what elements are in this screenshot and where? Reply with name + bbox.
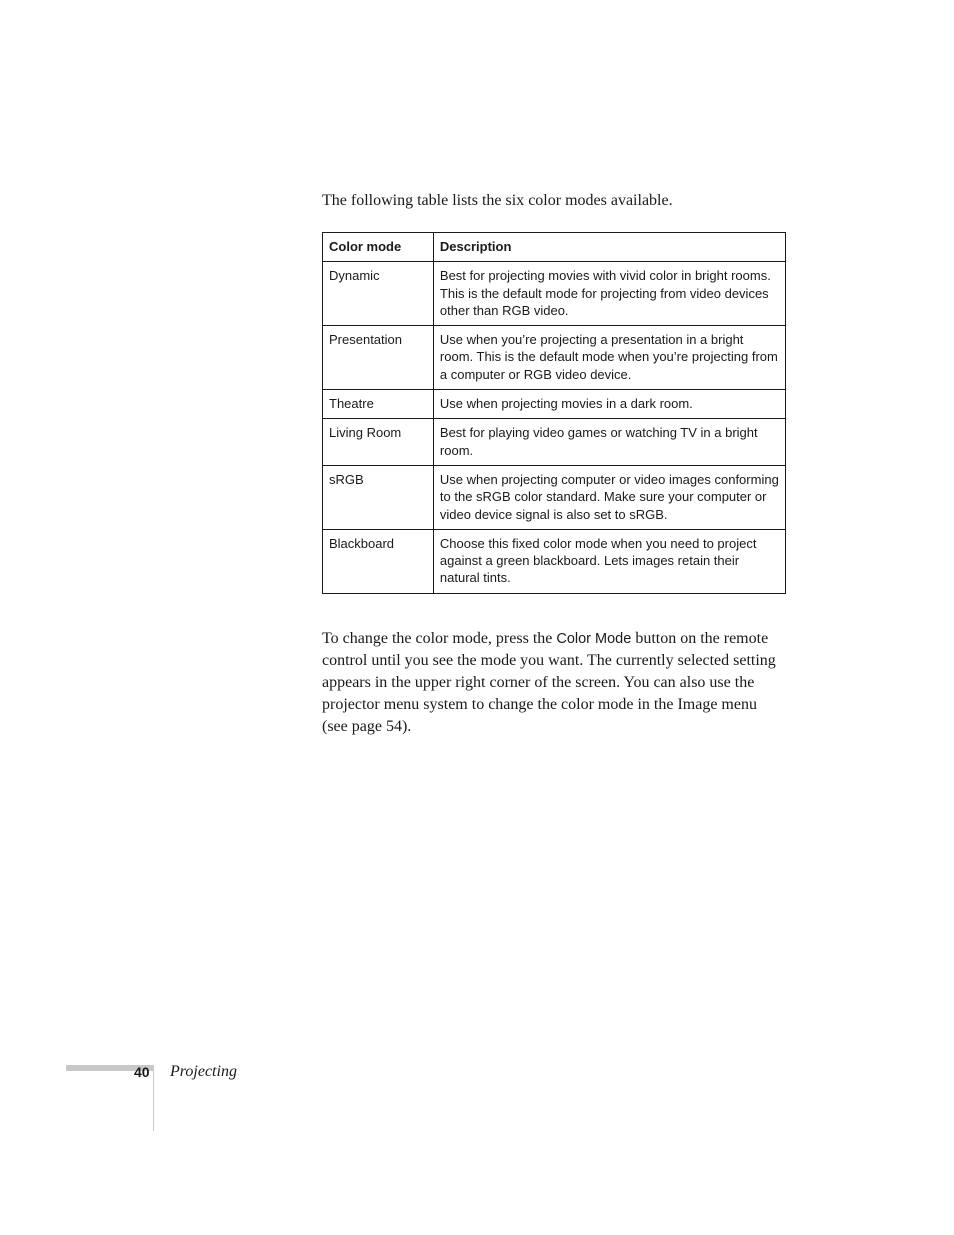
color-modes-table <box>322 232 786 594</box>
page-number: 40 <box>134 1064 150 1080</box>
table-row <box>323 419 786 466</box>
table-row <box>323 529 786 593</box>
mode-description: Best for projecting movies with vivid color in bright rooms. This is the default mode for projecting from video devices other than RGB video. <box>433 262 785 326</box>
mode-description: Use when you’re projecting a presentation in a bright room. This is the default mode when you’re projecting from a computer or RGB video device. <box>433 326 785 390</box>
section-name: Projecting <box>170 1063 237 1080</box>
instructions-text-end: button on the remote control until you see the mode you want. The currently selected setting appears in the upper right corner of the screen. You can also use the projector menu system to change the color mode in the Image menu (see page 54). <box>322 630 776 735</box>
table-row <box>323 465 786 529</box>
instructions-text-start: To change the color mode, press the <box>322 630 557 647</box>
mode-description: Best for playing video games or watching TV in a bright room. <box>433 419 785 466</box>
table-row <box>323 390 786 419</box>
mode-name: Presentation <box>323 326 434 390</box>
column-header-description: Description <box>433 233 785 262</box>
column-header-color-mode: Color mode <box>323 233 434 262</box>
mode-name: Living Room <box>323 419 434 466</box>
mode-description: Use when projecting computer or video images conforming to the sRGB color standard. Make sure your computer or video device signal is also set to sRGB. <box>433 465 785 529</box>
table-header-row <box>323 233 786 262</box>
table-row <box>323 262 786 326</box>
table-row <box>323 326 786 390</box>
color-mode-instructions <box>322 628 782 738</box>
mode-name: Dynamic <box>323 262 434 326</box>
mode-description: Use when projecting movies in a dark room. <box>433 390 785 419</box>
mode-name: Theatre <box>323 390 434 419</box>
footer-divider <box>153 1065 154 1131</box>
mode-description: Choose this fixed color mode when you need to project against a green blackboard. Lets images retain their natural tints. <box>433 529 785 593</box>
color-mode-button-label: Color Mode <box>556 631 632 647</box>
intro-text: The following table lists the six color modes available. <box>322 192 673 209</box>
mode-name: Blackboard <box>323 529 434 593</box>
mode-name: sRGB <box>323 465 434 529</box>
